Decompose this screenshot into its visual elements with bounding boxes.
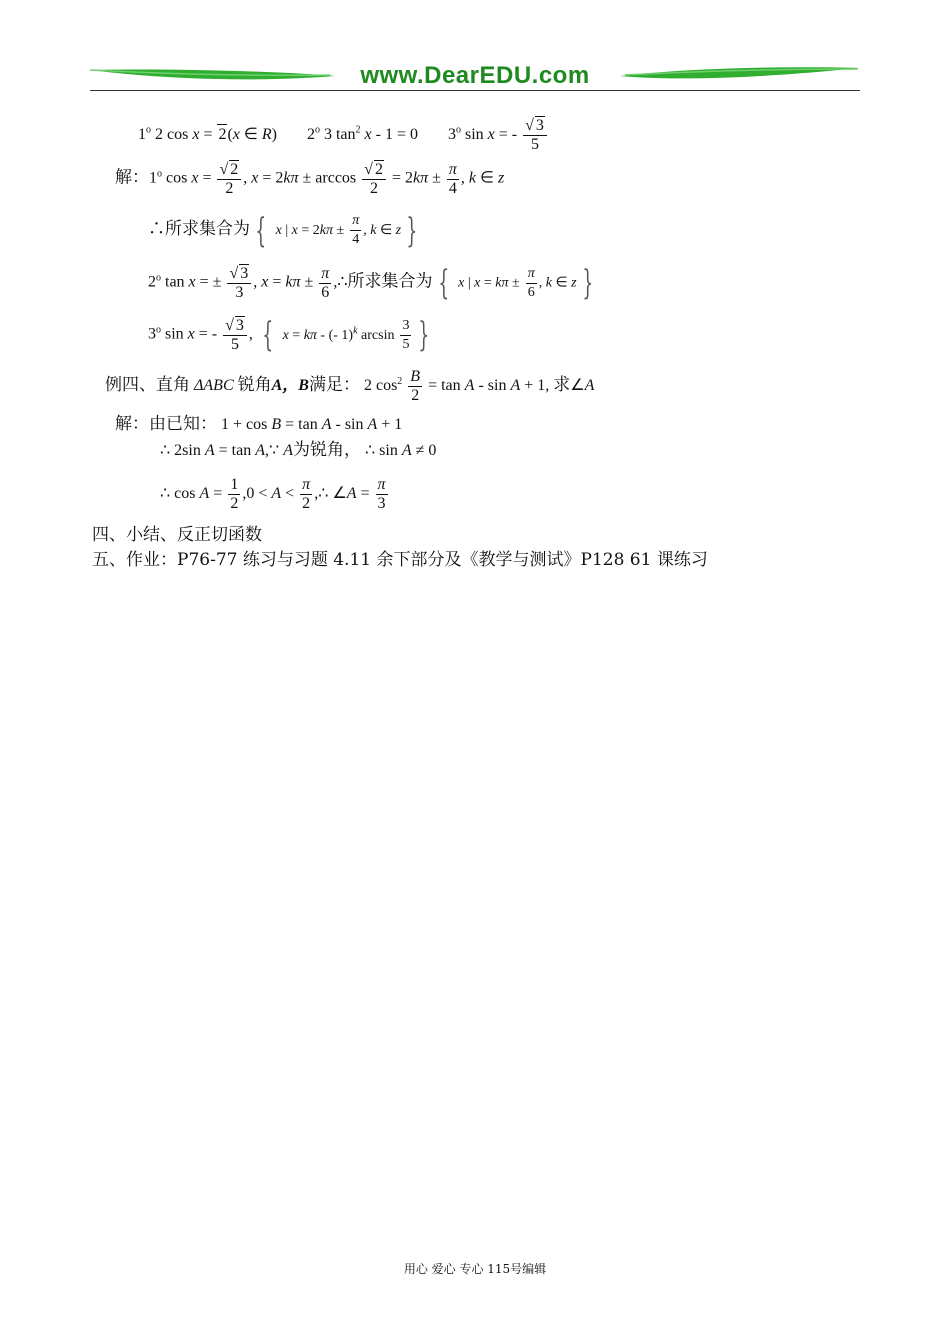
solution-1-line-1: 解：1$^o$ cos x = $\frac{√ 2}{2}$ , x = 2kπ ± arccos $\frac{√ 2}{2}$ = 2kπ ± $\frac{\pi}{4}$ , k ∈ z <box>115 160 505 197</box>
problem-list <box>138 116 549 154</box>
solution-1-part-2: 2$^o$ tan x = ± $\frac{√ 3}{3}$ , x = kπ ± $\frac{\pi}{6}$ ,∴所求集合为 { x | x = kπ ± $\frac{\pi}{6}$ , k ∈ z } <box>148 263 593 303</box>
acute-text: 为锐角， <box>292 440 361 460</box>
solution-1-set: ∴所求集合为 { x | x = 2kπ ± $\frac{\pi}{4}$ , k ∈ z } <box>148 210 418 251</box>
section-summary: 四、小结、反正切函数 <box>92 525 262 545</box>
section-homework: 五、作业：P76-77 练习与习题 4.11 余下部分及《教学与测试》P128 61 课练习 <box>92 550 708 570</box>
solution-2-label: 解：由已知： <box>115 414 217 434</box>
problem-2: 2$^o$ 3 $\tan^2 x - 1 = 0$ <box>306 124 418 143</box>
example-4-mid: 锐角 <box>237 375 272 396</box>
site-url: www.DearEDU.com <box>360 62 590 89</box>
problem-3: 3$^o$ sin x = - $\frac{√ 3}{5}$ <box>448 126 549 143</box>
site-header <box>90 62 860 96</box>
solution-2-line-1: 解：由已知： 1 + cos B = tan A - sin A + 1 <box>115 414 403 434</box>
solution-2-line-3: ∴ cos A = $\frac{1}{2}$ ,0 < A < $\frac{\pi}{2}$ ,∴ ∠A = $\frac{\pi}{3}$ <box>160 476 386 512</box>
triangle-label: ΔABC <box>194 377 234 395</box>
example-4-angles: A，B <box>271 377 309 395</box>
solution-1-part-3: 3$^o$ sin x = - $\frac{√ 3}{5}$ , { x = kπ - (- 1)$^k$ arcsin $\frac{3}{5}$ } <box>148 315 430 355</box>
page-footer: 用心 爱心 专心 115号编辑 <box>403 1262 547 1276</box>
example-4-suffix: 满足： <box>308 375 360 396</box>
solution-label: 解： <box>115 167 149 188</box>
solution-2-line-2: ∴ 2sin A = tan A,∵ A为锐角， ∴ sin A ≠ 0 <box>160 440 437 460</box>
header-rule <box>90 90 860 91</box>
problem-1: 1$^o$ 2 cos x = 2(x ∈ R) <box>138 124 277 143</box>
set-prefix: ∴所求集合为 <box>148 219 250 240</box>
example-4-prefix: 例四、直角 <box>105 375 190 396</box>
example-4: 例四、直角 ΔABC 锐角A，B满足： 2 $\cos^2$ $\frac{B}{2}$ = tan A - sin A + 1, 求∠A <box>105 368 595 404</box>
